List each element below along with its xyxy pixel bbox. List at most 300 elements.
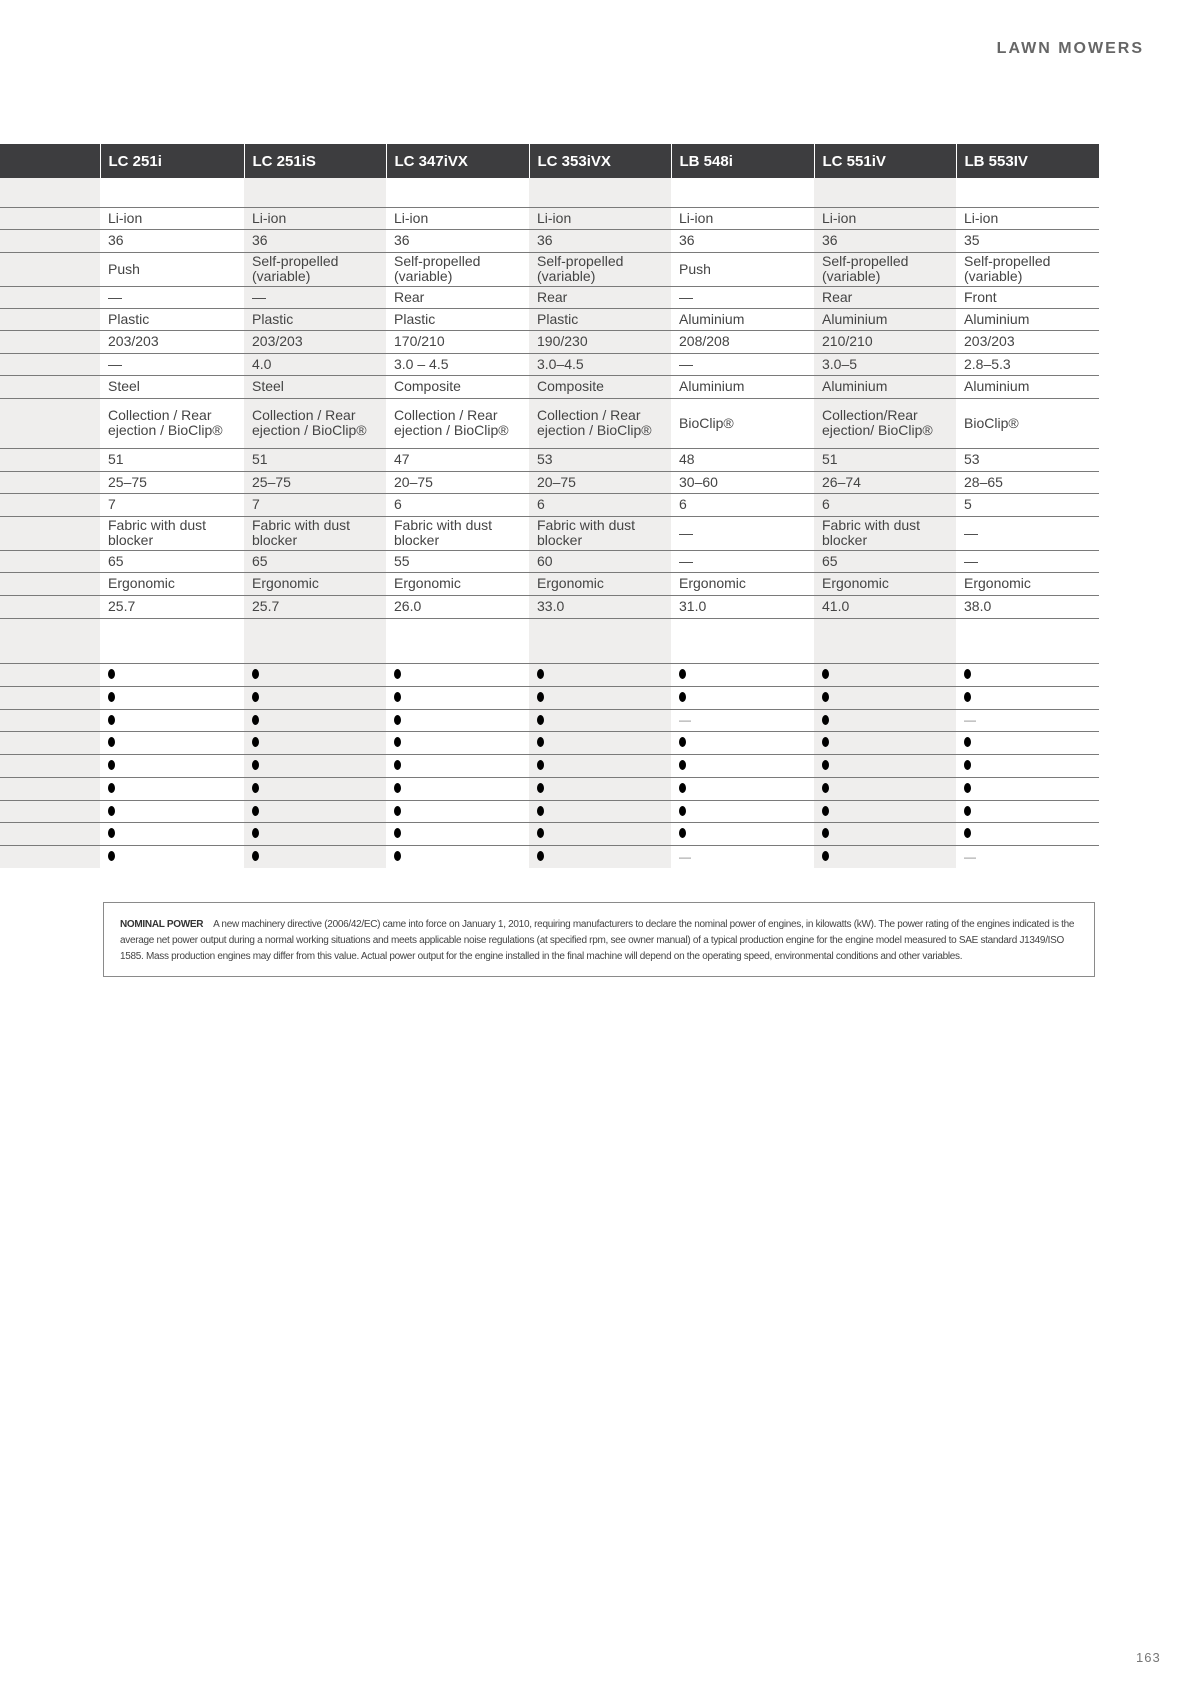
column-header-lc-551iv: LC 551iV [814,144,956,178]
table-cell [671,207,814,229]
table-cell [671,800,814,822]
table-cell [386,308,529,330]
table-cell [386,330,529,353]
cell-text: Self-propelled (variable) [822,253,909,284]
table-cell [386,663,529,686]
bullet-dot-icon [964,692,971,702]
table-cell [244,330,386,353]
cell-text: 53 [537,451,553,467]
note-label: NOMINAL POWER [120,919,204,930]
cell-text: BioClip® [679,414,734,431]
table-cell [814,516,956,550]
row-label-cell [0,618,100,663]
bullet-dot-icon [252,851,259,861]
cell-text: 60 [537,552,553,569]
table-cell [100,330,244,353]
table-cell [386,822,529,845]
table-cell [814,663,956,686]
table-cell [814,229,956,252]
cell-text: Li-ion [108,209,143,226]
cell-text: Li-ion [679,209,714,226]
table-cell [671,448,814,471]
table-cell [956,229,1099,252]
table-cell [386,207,529,229]
table-cell [814,448,956,471]
row-label-cell [0,516,100,550]
table-cell [244,550,386,572]
nominal-power-note [103,902,1095,977]
cell-text: Steel [252,378,284,394]
table-row [0,572,1099,595]
table-cell [100,572,244,595]
cell-text: Front [964,288,997,305]
cell-text: Collection/Rear ejection/ BioClip® [822,407,933,438]
cell-text: 6 [679,496,687,512]
cell-text: Fabric with dust blocker [394,517,493,548]
table-cell [386,686,529,709]
row-label-cell [0,777,100,800]
cell-text: Rear [537,288,568,305]
bullet-dot-icon [537,715,544,725]
cell-text: 33.0 [537,598,565,614]
table-cell [529,686,671,709]
table-cell [956,178,1099,207]
table-cell [956,845,1099,868]
row-label-cell [0,207,100,229]
table-cell [386,229,529,252]
cell-text: 6 [537,496,545,512]
bullet-dot-icon [679,806,686,816]
row-label-cell [0,572,100,595]
header-label-cell [0,144,100,178]
row-label-cell [0,353,100,375]
row-label-cell [0,822,100,845]
bullet-dot-icon [252,806,259,816]
table-cell [814,207,956,229]
cell-text: — [964,552,978,569]
cell-text: 48 [679,451,695,467]
bullet-dot-icon [822,669,829,679]
table-cell [100,595,244,618]
bullet-dot-icon [394,783,401,793]
bullet-dot-icon [964,760,971,770]
table-cell [100,754,244,777]
table-cell [814,471,956,493]
column-header-lc-347ivx: LC 347iVX [386,144,529,178]
table-cell [671,709,814,731]
row-label-cell [0,330,100,353]
table-row [0,595,1099,618]
table-cell [386,572,529,595]
table-cell [671,550,814,572]
table-cell [671,516,814,550]
column-header-lb-553iv: LB 553IV [956,144,1099,178]
table-cell [244,800,386,822]
table-cell [814,572,956,595]
table-cell [244,448,386,471]
table-cell [100,375,244,398]
cell-text: Ergonomic [822,575,889,591]
cell-text: Collection / Rear ejection / BioClip® [394,407,509,438]
table-cell [100,618,244,663]
table-cell [956,595,1099,618]
cell-text: 36 [822,232,838,248]
cell-text: 170/210 [394,333,445,349]
table-cell [244,709,386,731]
table-cell [100,207,244,229]
cell-text: Plastic [537,310,579,327]
table-cell [671,398,814,448]
cell-text: — [679,355,693,372]
table-row [0,686,1099,709]
cell-text: 20–75 [394,473,433,490]
table-cell [100,777,244,800]
cell-text: Self-propelled (variable) [964,253,1051,284]
table-row [0,178,1099,207]
table-cell [956,572,1099,595]
table-cell [244,375,386,398]
cell-text: 26–74 [822,473,861,490]
table-cell [100,845,244,868]
table-cell [671,845,814,868]
table-cell [244,516,386,550]
table-cell [814,777,956,800]
table-cell [671,493,814,516]
cell-text: — [964,849,976,864]
row-label-cell [0,845,100,868]
table-row [0,754,1099,777]
cell-text: 20–75 [537,473,576,490]
row-label-cell [0,686,100,709]
table-cell [956,398,1099,448]
table-cell [529,516,671,550]
cell-text: Fabric with dust blocker [108,517,207,548]
table-cell [956,777,1099,800]
bullet-dot-icon [394,669,401,679]
table-cell [244,595,386,618]
cell-text: 7 [252,496,260,512]
table-cell [956,448,1099,471]
cell-text: 7 [108,496,116,512]
cell-text: 51 [108,451,124,467]
table-cell [100,493,244,516]
table-row [0,286,1099,308]
cell-text: Rear [822,288,853,305]
table-cell [244,308,386,330]
table-cell [956,471,1099,493]
table-cell [956,207,1099,229]
table-cell [671,595,814,618]
table-cell [671,286,814,308]
table-cell [386,252,529,286]
cell-text: 65 [822,552,838,569]
table-cell [529,800,671,822]
row-label-cell [0,252,100,286]
bullet-dot-icon [252,692,259,702]
table-row [0,375,1099,398]
table-cell [100,252,244,286]
cell-text: Collection / Rear ejection / BioClip® [537,407,652,438]
table-row [0,822,1099,845]
table-cell [100,731,244,754]
table-row [0,800,1099,822]
table-row [0,516,1099,550]
cell-text: — [679,849,691,864]
cell-text: Rear [394,288,425,305]
bullet-dot-icon [108,715,115,725]
table-cell [956,286,1099,308]
cell-text: 2.8–5.3 [964,355,1011,372]
table-cell [100,822,244,845]
bullet-dot-icon [252,828,259,838]
cell-text: 55 [394,552,410,569]
table-cell [386,731,529,754]
table-header-row [0,144,1099,178]
row-label-cell [0,398,100,448]
row-label-cell [0,178,100,207]
bullet-dot-icon [537,806,544,816]
table-cell [671,353,814,375]
table-cell [100,178,244,207]
cell-text: Ergonomic [679,575,746,591]
cell-text: 6 [394,496,402,512]
cell-text: 210/210 [822,333,873,349]
column-header-lc-353ivx: LC 353iVX [529,144,671,178]
cell-text: Li-ion [394,209,429,226]
table-cell [244,731,386,754]
cell-text: 30–60 [679,473,718,490]
section-title: LAWN MOWERS [996,40,1144,57]
cell-text: 47 [394,451,410,467]
cell-text: — [679,288,693,305]
cell-text: 26.0 [394,598,422,614]
table-cell [671,330,814,353]
row-label-cell [0,800,100,822]
table-cell [386,709,529,731]
row-label-cell [0,550,100,572]
cell-text: Ergonomic [252,575,319,591]
cell-text: Aluminium [964,378,1030,394]
table-cell [386,471,529,493]
bullet-dot-icon [822,806,829,816]
row-label-cell [0,663,100,686]
table-cell [386,595,529,618]
table-cell [244,777,386,800]
table-cell [956,686,1099,709]
cell-text: 190/230 [537,333,588,349]
bullet-dot-icon [108,806,115,816]
row-label-cell [0,286,100,308]
table-cell [100,398,244,448]
table-cell [671,618,814,663]
table-cell [956,731,1099,754]
bullet-dot-icon [964,828,971,838]
cell-text: Self-propelled (variable) [394,253,481,284]
table-cell [529,229,671,252]
table-cell [244,754,386,777]
bullet-dot-icon [822,828,829,838]
row-label-cell [0,731,100,754]
bullet-dot-icon [108,828,115,838]
cell-text: Composite [394,378,461,394]
bullet-dot-icon [537,669,544,679]
table-row [0,471,1099,493]
bullet-dot-icon [394,806,401,816]
bullet-dot-icon [822,737,829,747]
table-cell [529,777,671,800]
table-cell [244,252,386,286]
bullet-dot-icon [822,715,829,725]
table-row [0,493,1099,516]
table-cell [956,308,1099,330]
cell-text: Plastic [394,310,436,327]
bullet-dot-icon [252,737,259,747]
bullet-dot-icon [537,851,544,861]
table-cell [956,330,1099,353]
cell-text: Li-ion [537,209,572,226]
table-cell [244,229,386,252]
bullet-dot-icon [964,737,971,747]
table-cell [814,754,956,777]
table-cell [386,754,529,777]
bullet-dot-icon [108,760,115,770]
table-cell [814,800,956,822]
table-cell [814,330,956,353]
cell-text: Collection / Rear ejection / BioClip® [108,407,223,438]
row-label-cell [0,754,100,777]
cell-text: 36 [252,232,268,248]
table-cell [814,550,956,572]
table-row [0,777,1099,800]
cell-text: 65 [252,552,268,569]
table-row [0,845,1099,868]
cell-text: Plastic [252,310,294,327]
cell-text: Push [679,260,711,277]
row-label-cell [0,308,100,330]
table-cell [529,709,671,731]
table-row [0,353,1099,375]
cell-text: Aluminium [679,378,745,394]
table-cell [244,663,386,686]
cell-text: Plastic [108,310,150,327]
table-cell [244,572,386,595]
column-header-lb-548i: LB 548i [671,144,814,178]
bullet-dot-icon [679,737,686,747]
table-cell [814,375,956,398]
cell-text: Fabric with dust blocker [822,517,921,548]
table-cell [386,550,529,572]
table-cell [671,777,814,800]
table-cell [386,777,529,800]
table-row [0,398,1099,448]
cell-text: Ergonomic [964,575,1031,591]
cell-text: 208/208 [679,333,730,349]
table-cell [671,731,814,754]
table-cell [529,618,671,663]
cell-text: Self-propelled (variable) [252,253,339,284]
table-cell [671,471,814,493]
table-cell [814,822,956,845]
bullet-dot-icon [537,692,544,702]
spec-table [0,144,1099,868]
table-cell [100,286,244,308]
cell-text: — [108,355,122,372]
table-cell [529,398,671,448]
bullet-dot-icon [252,760,259,770]
table-cell [244,286,386,308]
table-row [0,663,1099,686]
bullet-dot-icon [964,669,971,679]
bullet-dot-icon [108,851,115,861]
table-cell [529,471,671,493]
table-cell [671,686,814,709]
table-row [0,709,1099,731]
table-cell [529,845,671,868]
bullet-dot-icon [822,692,829,702]
cell-text: — [964,713,976,727]
table-row [0,229,1099,252]
table-cell [814,618,956,663]
cell-text: Aluminium [822,310,888,327]
cell-text: 41.0 [822,598,850,614]
table-cell [671,308,814,330]
table-cell [814,178,956,207]
table-cell [100,686,244,709]
note-text: A new machinery directive (2006/42/EC) came into force on January 1, 2010, requiring manufacturers to declare the nominal power of engines, in kilowatts (kW). The power rating of the engines indicated is the average net power output during a normal working situations and meets applicable noise regulations (at specified rpm, see owner manual) of a typical production engine for the engine model measured to SAE standard J1349/ISO 1585. Mass production engines may differ from this value. Actual power output for the engine installed in the final machine will depend on the operating speed, environmental conditions and other variables. [120,919,1075,962]
table-cell [814,252,956,286]
table-cell [386,800,529,822]
cell-text: — [679,524,693,541]
table-cell [956,550,1099,572]
table-cell [814,731,956,754]
table-cell [814,398,956,448]
table-cell [529,493,671,516]
cell-text: 51 [822,451,838,467]
table-cell [529,207,671,229]
table-cell [671,754,814,777]
table-cell [529,731,671,754]
bullet-dot-icon [537,737,544,747]
table-cell [386,286,529,308]
cell-text: — [679,713,691,727]
cell-text: 53 [964,451,980,467]
table-cell [956,822,1099,845]
cell-text: 3.0–5 [822,355,858,372]
cell-text: 36 [108,232,124,248]
cell-text: Ergonomic [108,575,175,591]
table-cell [244,353,386,375]
table-cell [244,493,386,516]
cell-text: 203/203 [108,333,159,349]
column-header-lc-251is: LC 251iS [244,144,386,178]
table-cell [100,709,244,731]
table-cell [244,845,386,868]
table-cell [529,330,671,353]
table-cell [529,252,671,286]
table-cell [100,663,244,686]
table-cell [529,375,671,398]
table-row [0,731,1099,754]
row-label-cell [0,595,100,618]
bullet-dot-icon [394,828,401,838]
cell-text: Steel [108,378,140,394]
table-cell [386,398,529,448]
table-cell [671,375,814,398]
table-cell [100,448,244,471]
cell-text: 203/203 [252,333,303,349]
cell-text: 4.0 [252,355,272,372]
table-cell [671,229,814,252]
